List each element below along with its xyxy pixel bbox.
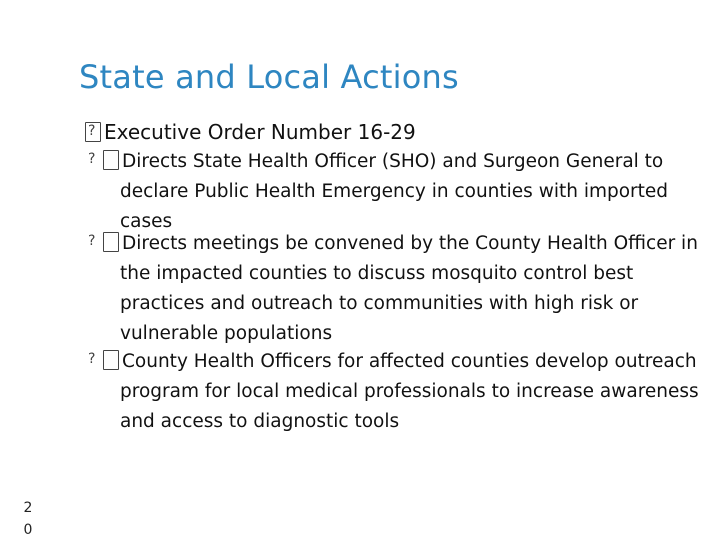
missing-glyph-icon — [102, 349, 120, 371]
sub-bullet-text: Directs State Health Officer (SHO) and Surgeon General to declare Public Health Emergency in counties with imported cases — [120, 151, 669, 232]
sub-bullet-outreach — [102, 347, 700, 437]
page-number: 20 — [23, 500, 33, 538]
bullet-executive-order — [84, 117, 644, 147]
sub-bullet-sho — [102, 147, 700, 237]
sub-bullet-meetings — [102, 229, 700, 349]
missing-glyph-icon — [84, 121, 102, 143]
missing-glyph-icon — [102, 149, 120, 171]
sub-bullet-text: Directs meetings be convened by the County Health Officer in the impacted counties to discuss mosquito control best practices and outreach to communities with high risk or vulnerable populations — [120, 233, 698, 344]
slide-title: State and Local Actions — [79, 58, 459, 96]
missing-glyph-icon — [102, 231, 120, 253]
sub-bullet-text: County Health Officers for affected counties develop outreach program for local medical professionals to increase awareness and access to diagnostic tools — [120, 351, 699, 432]
bullet-text: Executive Order Number 16-29 — [104, 120, 416, 144]
